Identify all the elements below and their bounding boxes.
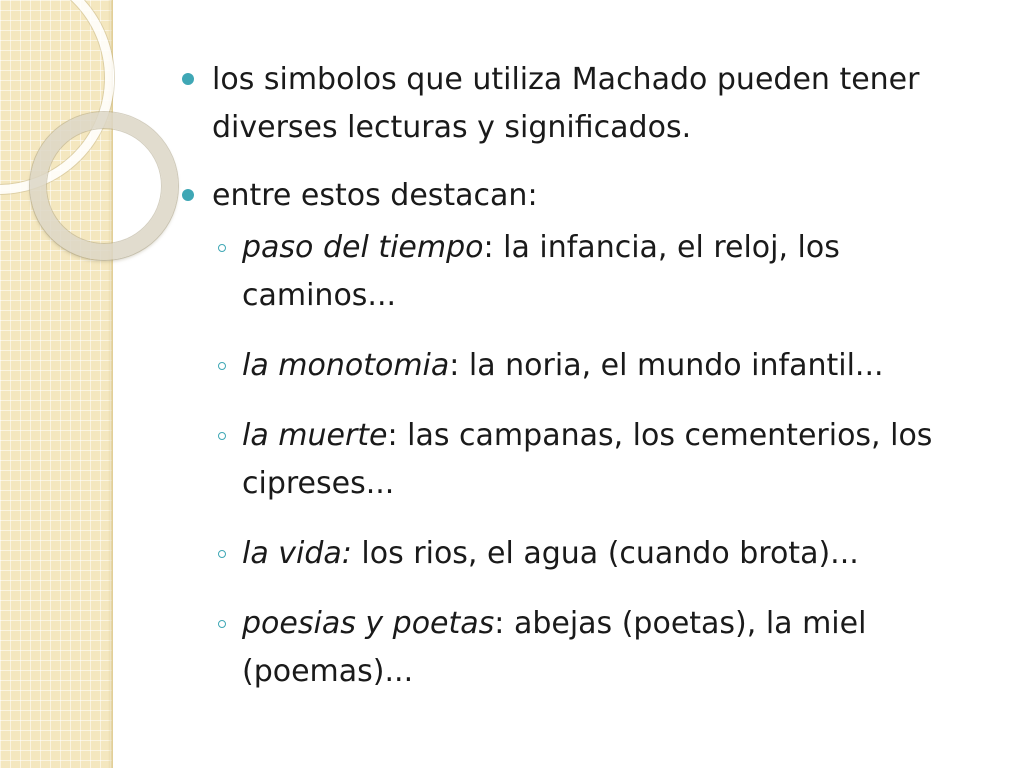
sub-bullet-item bbox=[212, 224, 980, 320]
symbol-term: la vida: bbox=[242, 536, 352, 571]
bullet-text: entre estos destacan: bbox=[212, 178, 538, 213]
sub-bullet-item bbox=[212, 412, 980, 508]
bullet-text: los simbolos que utiliza Machado pueden tener diverses lecturas y significados. bbox=[212, 62, 920, 145]
bullet-list bbox=[180, 56, 980, 696]
symbol-examples: los rios, el agua (cuando brota)... bbox=[351, 536, 859, 571]
bullet-dot-icon bbox=[182, 189, 194, 201]
ring-bullet-icon bbox=[218, 362, 226, 370]
ring-bullet-icon bbox=[218, 620, 226, 628]
symbol-examples: las campanas, los cementerios, los cipreses... bbox=[242, 418, 933, 501]
symbol-term: poesias y poetas bbox=[242, 606, 495, 641]
decorative-ring-small bbox=[30, 112, 178, 260]
symbol-examples: abejas (poetas), la miel (poemas)... bbox=[242, 606, 867, 689]
slide-content bbox=[180, 56, 980, 718]
ring-bullet-icon bbox=[218, 244, 226, 252]
bullet-item bbox=[180, 172, 980, 696]
bullet-item bbox=[180, 56, 980, 152]
ring-bullet-icon bbox=[218, 432, 226, 440]
symbol-examples: la noria, el mundo infantil... bbox=[459, 348, 884, 383]
term-separator: : bbox=[387, 418, 398, 453]
sub-bullet-item bbox=[212, 600, 980, 696]
sub-bullet-list bbox=[212, 224, 980, 696]
bullet-dot-icon bbox=[182, 73, 194, 85]
term-separator: : bbox=[494, 606, 505, 641]
sub-bullet-item bbox=[212, 342, 980, 390]
ring-bullet-icon bbox=[218, 550, 226, 558]
symbol-term: la monotomia bbox=[242, 348, 450, 383]
term-separator: : bbox=[483, 230, 494, 265]
term-separator: : bbox=[449, 348, 460, 383]
symbol-term: paso del tiempo bbox=[242, 230, 484, 265]
sub-bullet-item bbox=[212, 530, 980, 578]
symbol-examples: la infancia, el reloj, los caminos... bbox=[242, 230, 840, 313]
symbol-term: la muerte bbox=[242, 418, 388, 453]
